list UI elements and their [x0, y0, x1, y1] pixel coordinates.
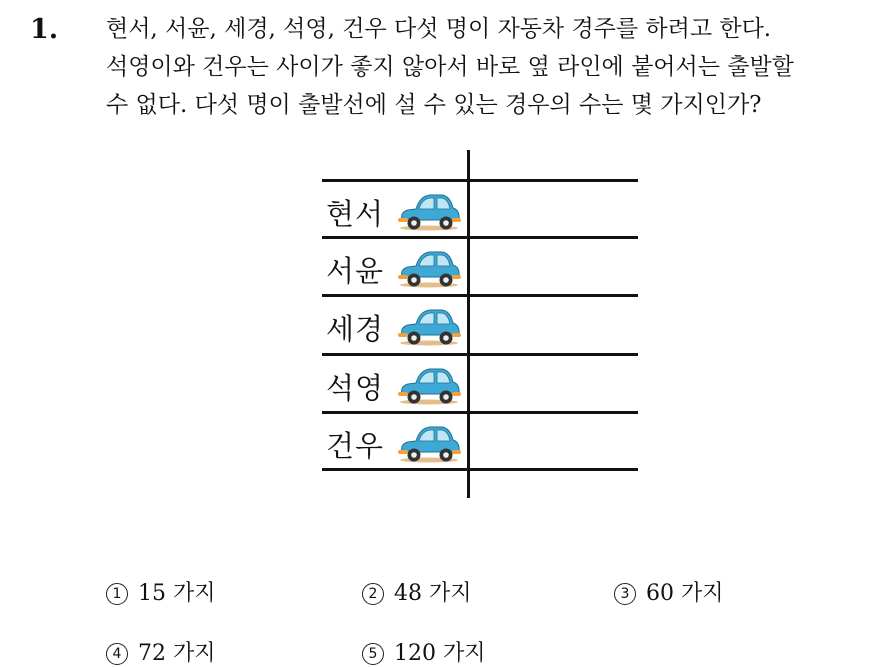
option-text: 15 가지: [138, 581, 216, 606]
option-1[interactable]: [106, 576, 216, 607]
question-line: 수 없다. 다섯 명이 출발선에 설 수 있는 경우의 수는 몇 가지인가?: [106, 92, 762, 118]
racer-name: 석영: [326, 371, 385, 405]
option-number: 2: [362, 583, 384, 605]
question-number: 1.: [30, 14, 59, 45]
question-text: [106, 10, 876, 124]
start-line: [467, 150, 470, 498]
lane-4: [326, 356, 466, 410]
option-5[interactable]: [362, 636, 486, 667]
option-number: 5: [362, 643, 384, 665]
lane-5: [326, 414, 466, 468]
question-line: 현서, 서윤, 세경, 석영, 건우 다섯 명이 자동차 경주를 하려고 한다.: [106, 16, 772, 42]
lane-divider: [322, 468, 638, 471]
question-line: 석영이와 건우는 사이가 좋지 않아서 바로 옆 라인에 붙어서는 출발할: [106, 54, 794, 80]
car-icon: [396, 360, 462, 406]
racer-name: 현서: [326, 197, 385, 231]
option-number: 3: [614, 583, 636, 605]
option-number: 4: [106, 643, 128, 665]
option-4[interactable]: [106, 636, 216, 667]
car-icon: [396, 243, 462, 289]
car-icon: [396, 301, 462, 347]
option-text: 120 가지: [394, 641, 486, 666]
car-icon: [396, 418, 462, 464]
starting-line-figure: [320, 150, 640, 500]
lane-1: [326, 182, 466, 236]
option-3[interactable]: [614, 576, 724, 607]
lane-3: [326, 297, 466, 351]
lane-2: [326, 239, 466, 293]
racer-name: 세경: [326, 312, 385, 346]
racer-name: 건우: [326, 429, 385, 463]
option-text: 48 가지: [394, 581, 472, 606]
option-2[interactable]: [362, 576, 472, 607]
racer-name: 서윤: [326, 254, 385, 288]
option-text: 60 가지: [646, 581, 724, 606]
option-text: 72 가지: [138, 641, 216, 666]
car-icon: [396, 186, 462, 232]
option-number: 1: [106, 583, 128, 605]
